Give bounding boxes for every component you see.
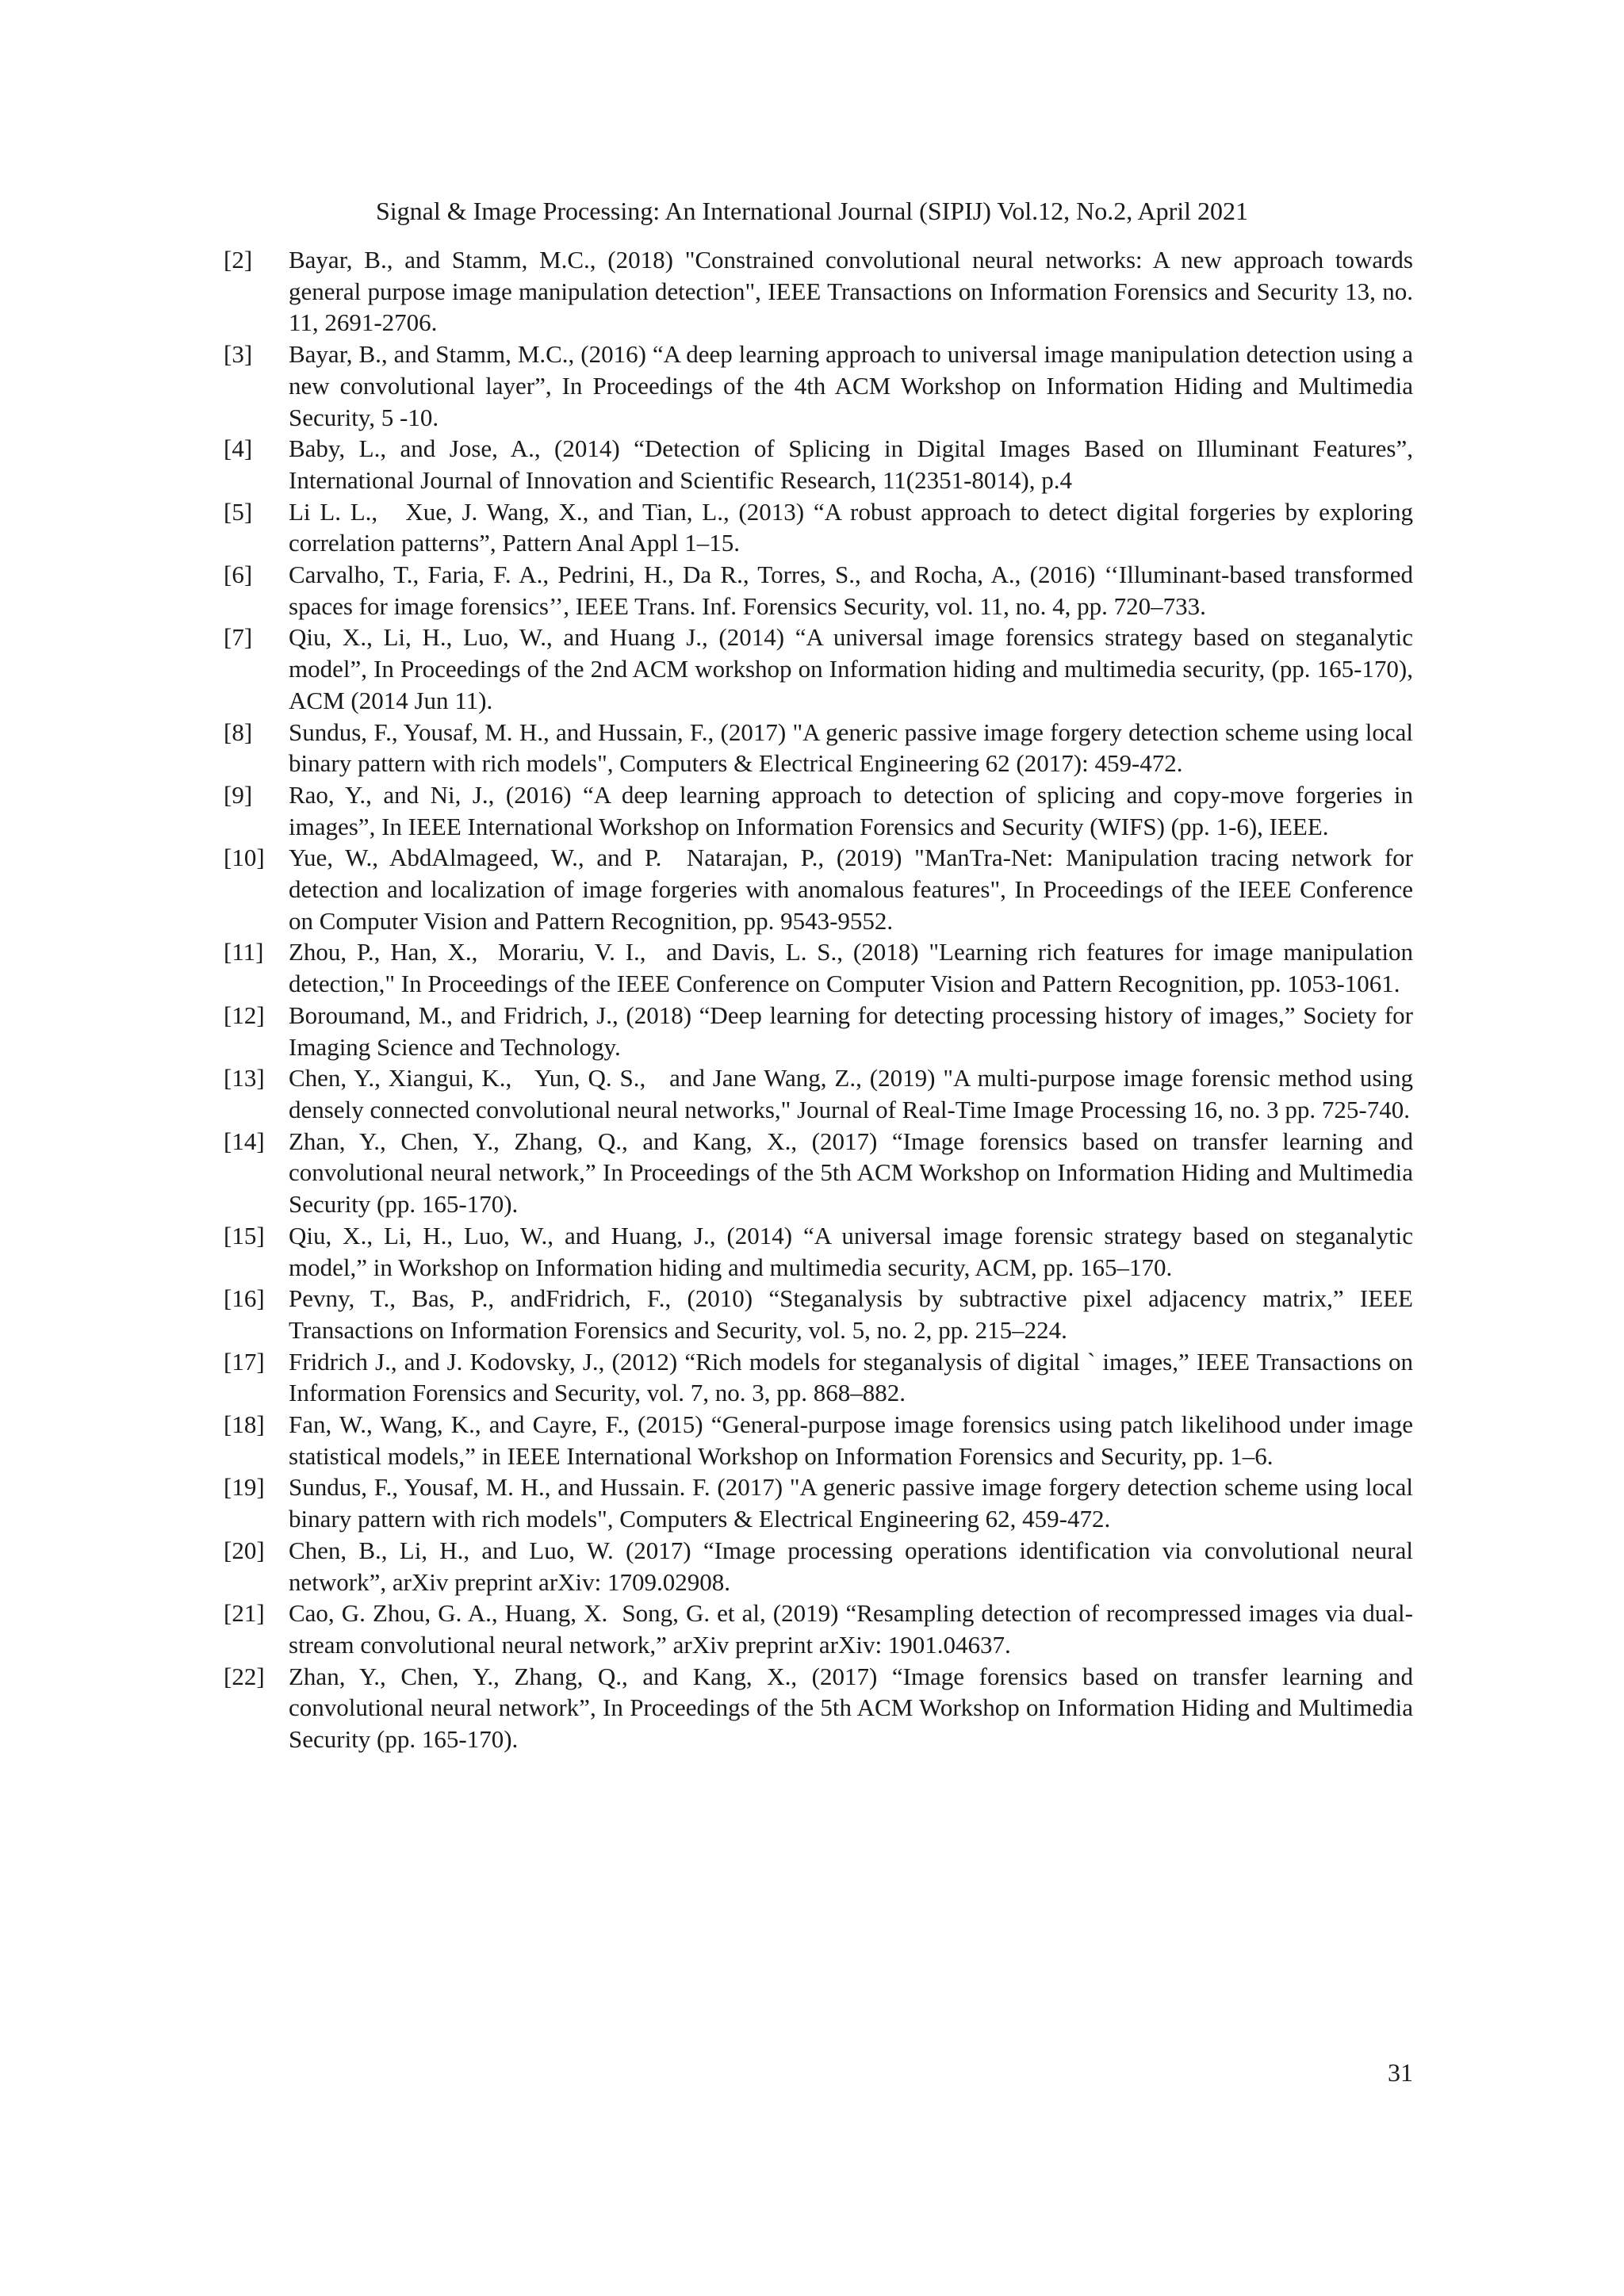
reference-number: [15] [224, 1221, 265, 1249]
reference-item [224, 1535, 1419, 1598]
reference-item [224, 779, 1419, 842]
reference-text: Baby, L., and Jose, A., (2014) “Detection of Splicing in Digital Images Based on Illuminant Features”, International Journal of Innovation and Scientific Research, 11(2351-8014), p.4 [289, 434, 1419, 494]
reference-item [224, 1000, 1419, 1062]
reference-item [224, 717, 1419, 779]
reference-number: [12] [224, 1001, 265, 1029]
reference-item [224, 339, 1419, 433]
reference-item [224, 1283, 1419, 1345]
reference-text: Fridrich J., and J. Kodovsky, J., (2012) “Rich models for steganalysis of digital ` images,” IEEE Transactions on Information Forensics and Security, vol. 7, no. 3, pp. 868–882. [289, 1347, 1419, 1407]
reference-item [224, 433, 1419, 496]
reference-number: [13] [224, 1064, 265, 1093]
reference-text: Sundus, F., Yousaf, M. H., and Hussain. F. (2017) "A generic passive image forgery detection scheme using local binary pattern with rich models", Computers & Electrical Engineering 62, 459-472. [289, 1473, 1419, 1533]
reference-text: Zhan, Y., Chen, Y., Zhang, Q., and Kang, X., (2017) “Image forensics based on transfer learning and convolutional neural network,” In Proceedings of the 5th ACM Workshop on Information Hiding and Multimedia Security (pp. 165-170). [289, 1127, 1419, 1219]
reference-number: [17] [224, 1347, 265, 1376]
reference-list [224, 244, 1419, 1755]
reference-text: Qiu, X., Li, H., Luo, W., and Huang, J., (2014) “A universal image forensic strategy based on steganalytic model,” in Workshop on Information hiding and multimedia security, ACM, pp. 165–170. [289, 1221, 1419, 1281]
reference-number: [22] [224, 1662, 265, 1690]
reference-item [224, 1661, 1419, 1755]
reference-text: Cao, G. Zhou, G. A., Huang, X. Song, G. et al, (2019) “Resampling detection of recompressed images via dual-stream convolutional neural network,” arXiv preprint arXiv: 1901.04637. [289, 1599, 1413, 1659]
reference-text: Qiu, X., Li, H., Luo, W., and Huang J., (2014) “A universal image forensics strategy based on steganalytic model”, In Proceedings of the 2nd ACM workshop on Information hiding and multimedia security, (pp. 165-170), ACM (2014 Jun 11). [289, 623, 1419, 714]
reference-text: Yue, W., AbdAlmageed, W., and P. Natarajan, P., (2019) "ManTra-Net: Manipulation tracing network for detection and localization of image forgeries with anomalous features", In Proceedings of the IEEE Conference on Computer Vision and Pattern Recognition, pp. 9543-9552. [289, 844, 1419, 935]
reference-item [224, 842, 1419, 936]
reference-number: [4] [224, 434, 253, 463]
reference-item [224, 1346, 1419, 1409]
reference-number: [21] [224, 1599, 265, 1628]
page-number: 31 [1388, 2058, 1413, 2087]
reference-text: Zhan, Y., Chen, Y., Zhang, Q., and Kang, X., (2017) “Image forensics based on transfer learning and convolutional neural network”, In Proceedings of the 5th ACM Workshop on Information Hiding and Multimedia Security (pp. 165-170). [289, 1662, 1419, 1754]
reference-text: Rao, Y., and Ni, J., (2016) “A deep learning approach to detection of splicing and copy-move forgeries in images”, In IEEE International Workshop on Information Forensics and Security (WIFS) (pp. 1-6), IEEE. [289, 780, 1419, 840]
reference-text: Li L. L., Xue, J. Wang, X., and Tian, L., (2013) “A robust approach to detect digital forgeries by exploring correlation patterns”, Pattern Anal Appl 1–15. [289, 497, 1419, 557]
reference-item [224, 1126, 1419, 1220]
reference-item [224, 1598, 1413, 1660]
reference-text: Pevny, T., Bas, P., andFridrich, F., (2010) “Steganalysis by subtractive pixel adjacency matrix,” IEEE Transactions on Information Forensics and Security, vol. 5, no. 2, pp. 215–224. [289, 1284, 1419, 1344]
reference-item [224, 1471, 1419, 1534]
reference-text: Carvalho, T., Faria, F. A., Pedrini, H., Da R., Torres, S., and Rocha, A., (2016) ‘‘Illuminant-based transformed spaces for image forensics’’, IEEE Trans. Inf. Forensics Security, vol. 11, no. 4, pp. 720–733. [289, 561, 1419, 620]
reference-number: [16] [224, 1284, 265, 1313]
reference-item [224, 244, 1419, 339]
reference-text: Bayar, B., and Stamm, M.C., (2018) "Constrained convolutional neural networks: A new approach towards general purpose image manipulation detection", IEEE Transactions on Information Forensics and Security 13, no. 11, 2691-2706. [289, 246, 1419, 337]
reference-text: Boroumand, M., and Fridrich, J., (2018) “Deep learning for detecting processing history of images,” Society for Imaging Science and Technology. [289, 1001, 1419, 1061]
reference-number: [5] [224, 497, 253, 526]
reference-item [224, 496, 1419, 559]
reference-item [224, 1409, 1419, 1471]
reference-item [224, 936, 1419, 999]
running-header: Signal & Image Processing: An International Journal (SIPIJ) Vol.12, No.2, April 2021 [375, 197, 1249, 225]
reference-text: Fan, W., Wang, K., and Cayre, F., (2015) “General-purpose image forensics using patch likelihood under image statistical models,” in IEEE International Workshop on Information Forensics and Security, pp. 1–6. [289, 1410, 1419, 1470]
reference-number: [7] [224, 623, 253, 652]
reference-text: Sundus, F., Yousaf, M. H., and Hussain, F., (2017) "A generic passive image forgery detection scheme using local binary pattern with rich models", Computers & Electrical Engineering 62 (2017): 459-472. [289, 718, 1419, 778]
reference-number: [14] [224, 1127, 265, 1155]
reference-number: [3] [224, 340, 253, 369]
reference-item [224, 1062, 1419, 1125]
reference-number: [9] [224, 780, 253, 809]
reference-number: [20] [224, 1536, 265, 1564]
reference-number: [11] [224, 938, 264, 966]
reference-number: [8] [224, 718, 253, 746]
reference-number: [18] [224, 1410, 265, 1439]
reference-number: [6] [224, 561, 253, 589]
reference-item [224, 559, 1419, 622]
reference-item [224, 622, 1419, 716]
reference-text: Zhou, P., Han, X., Morariu, V. I., and Davis, L. S., (2018) "Learning rich features for image manipulation detection," In Proceedings of the IEEE Conference on Computer Vision and Pattern Recognition, pp. 1053-1061. [289, 938, 1419, 998]
reference-number: [2] [224, 246, 253, 274]
reference-number: [19] [224, 1473, 265, 1502]
reference-number: [10] [224, 844, 265, 872]
reference-text: Bayar, B., and Stamm, M.C., (2016) “A deep learning approach to universal image manipulation detection using a new convolutional layer”, In Proceedings of the 4th ACM Workshop on Information Hiding and Multimedia Security, 5 -10. [289, 340, 1419, 431]
reference-text: Chen, Y., Xiangui, K., Yun, Q. S., and Jane Wang, Z., (2019) "A multi-purpose image forensic method using densely connected convolutional neural networks," Journal of Real-Time Image Processing 16, no. 3 pp. 725-740. [289, 1064, 1419, 1123]
reference-item [224, 1220, 1419, 1283]
reference-text: Chen, B., Li, H., and Luo, W. (2017) “Image processing operations identification via convolutional neural network”, arXiv preprint arXiv: 1709.02908. [289, 1536, 1419, 1596]
